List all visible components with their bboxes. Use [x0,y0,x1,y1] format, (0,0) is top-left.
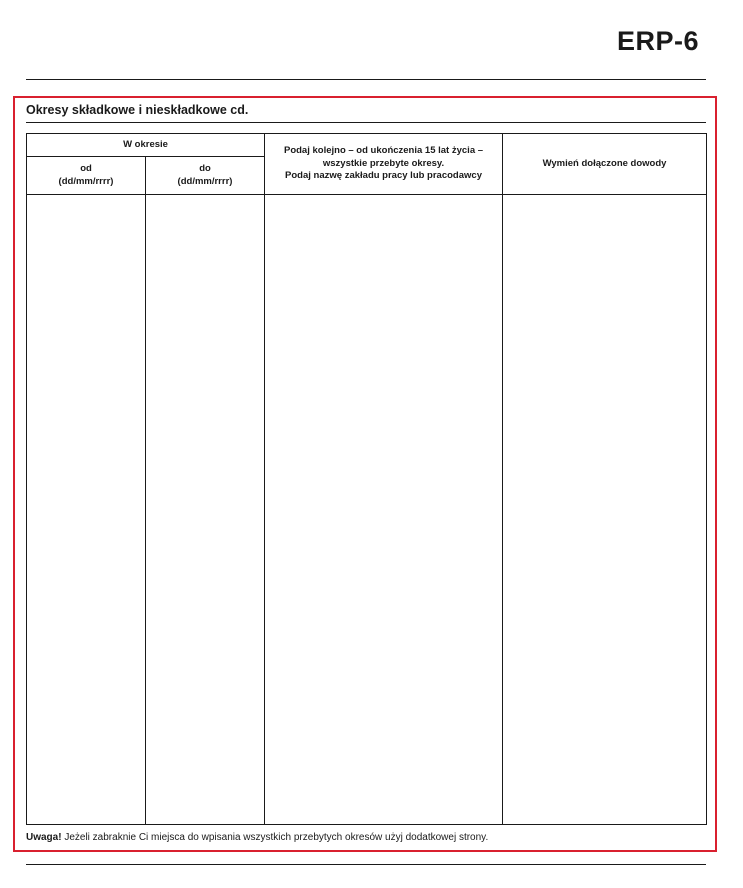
evidence-entry-area[interactable] [503,195,707,825]
bottom-divider [26,864,706,865]
periods-table [26,133,707,825]
period-group-header: W okresie [27,134,265,157]
from-date-header [27,157,146,195]
section-title: Okresy składkowe i nieskładkowe cd. [26,103,249,117]
evidence-header: Wymień dołączone dowody [503,134,707,195]
to-date-entry-area[interactable] [146,195,265,825]
from-date-entry-area[interactable] [27,195,146,825]
to-date-format: (dd/mm/rrrr) [177,175,233,187]
note-prefix: Uwaga! [26,832,62,843]
top-divider [26,79,706,80]
periods-description-line2: wszystkie przebyte okresy. [322,157,445,169]
from-date-label: od [80,162,92,174]
note [26,832,488,843]
form-code: ERP-6 [616,26,699,56]
periods-description-line1: Podaj kolejno – od ukończenia 15 lat życia – [283,144,484,156]
note-text: Jeżeli zabraknie Ci miejsca do wpisania wszystkich przebytych okresów użyj dodatkowej strony. [61,832,489,843]
to-date-header [146,157,265,195]
section-title-divider [26,122,706,123]
from-date-format: (dd/mm/rrrr) [58,175,114,187]
periods-description-line3: Podaj nazwę zakładu pracy lub pracodawcy [285,170,482,182]
periods-description-header [265,134,503,195]
to-date-label: do [199,162,211,174]
periods-entry-area[interactable] [265,195,503,825]
